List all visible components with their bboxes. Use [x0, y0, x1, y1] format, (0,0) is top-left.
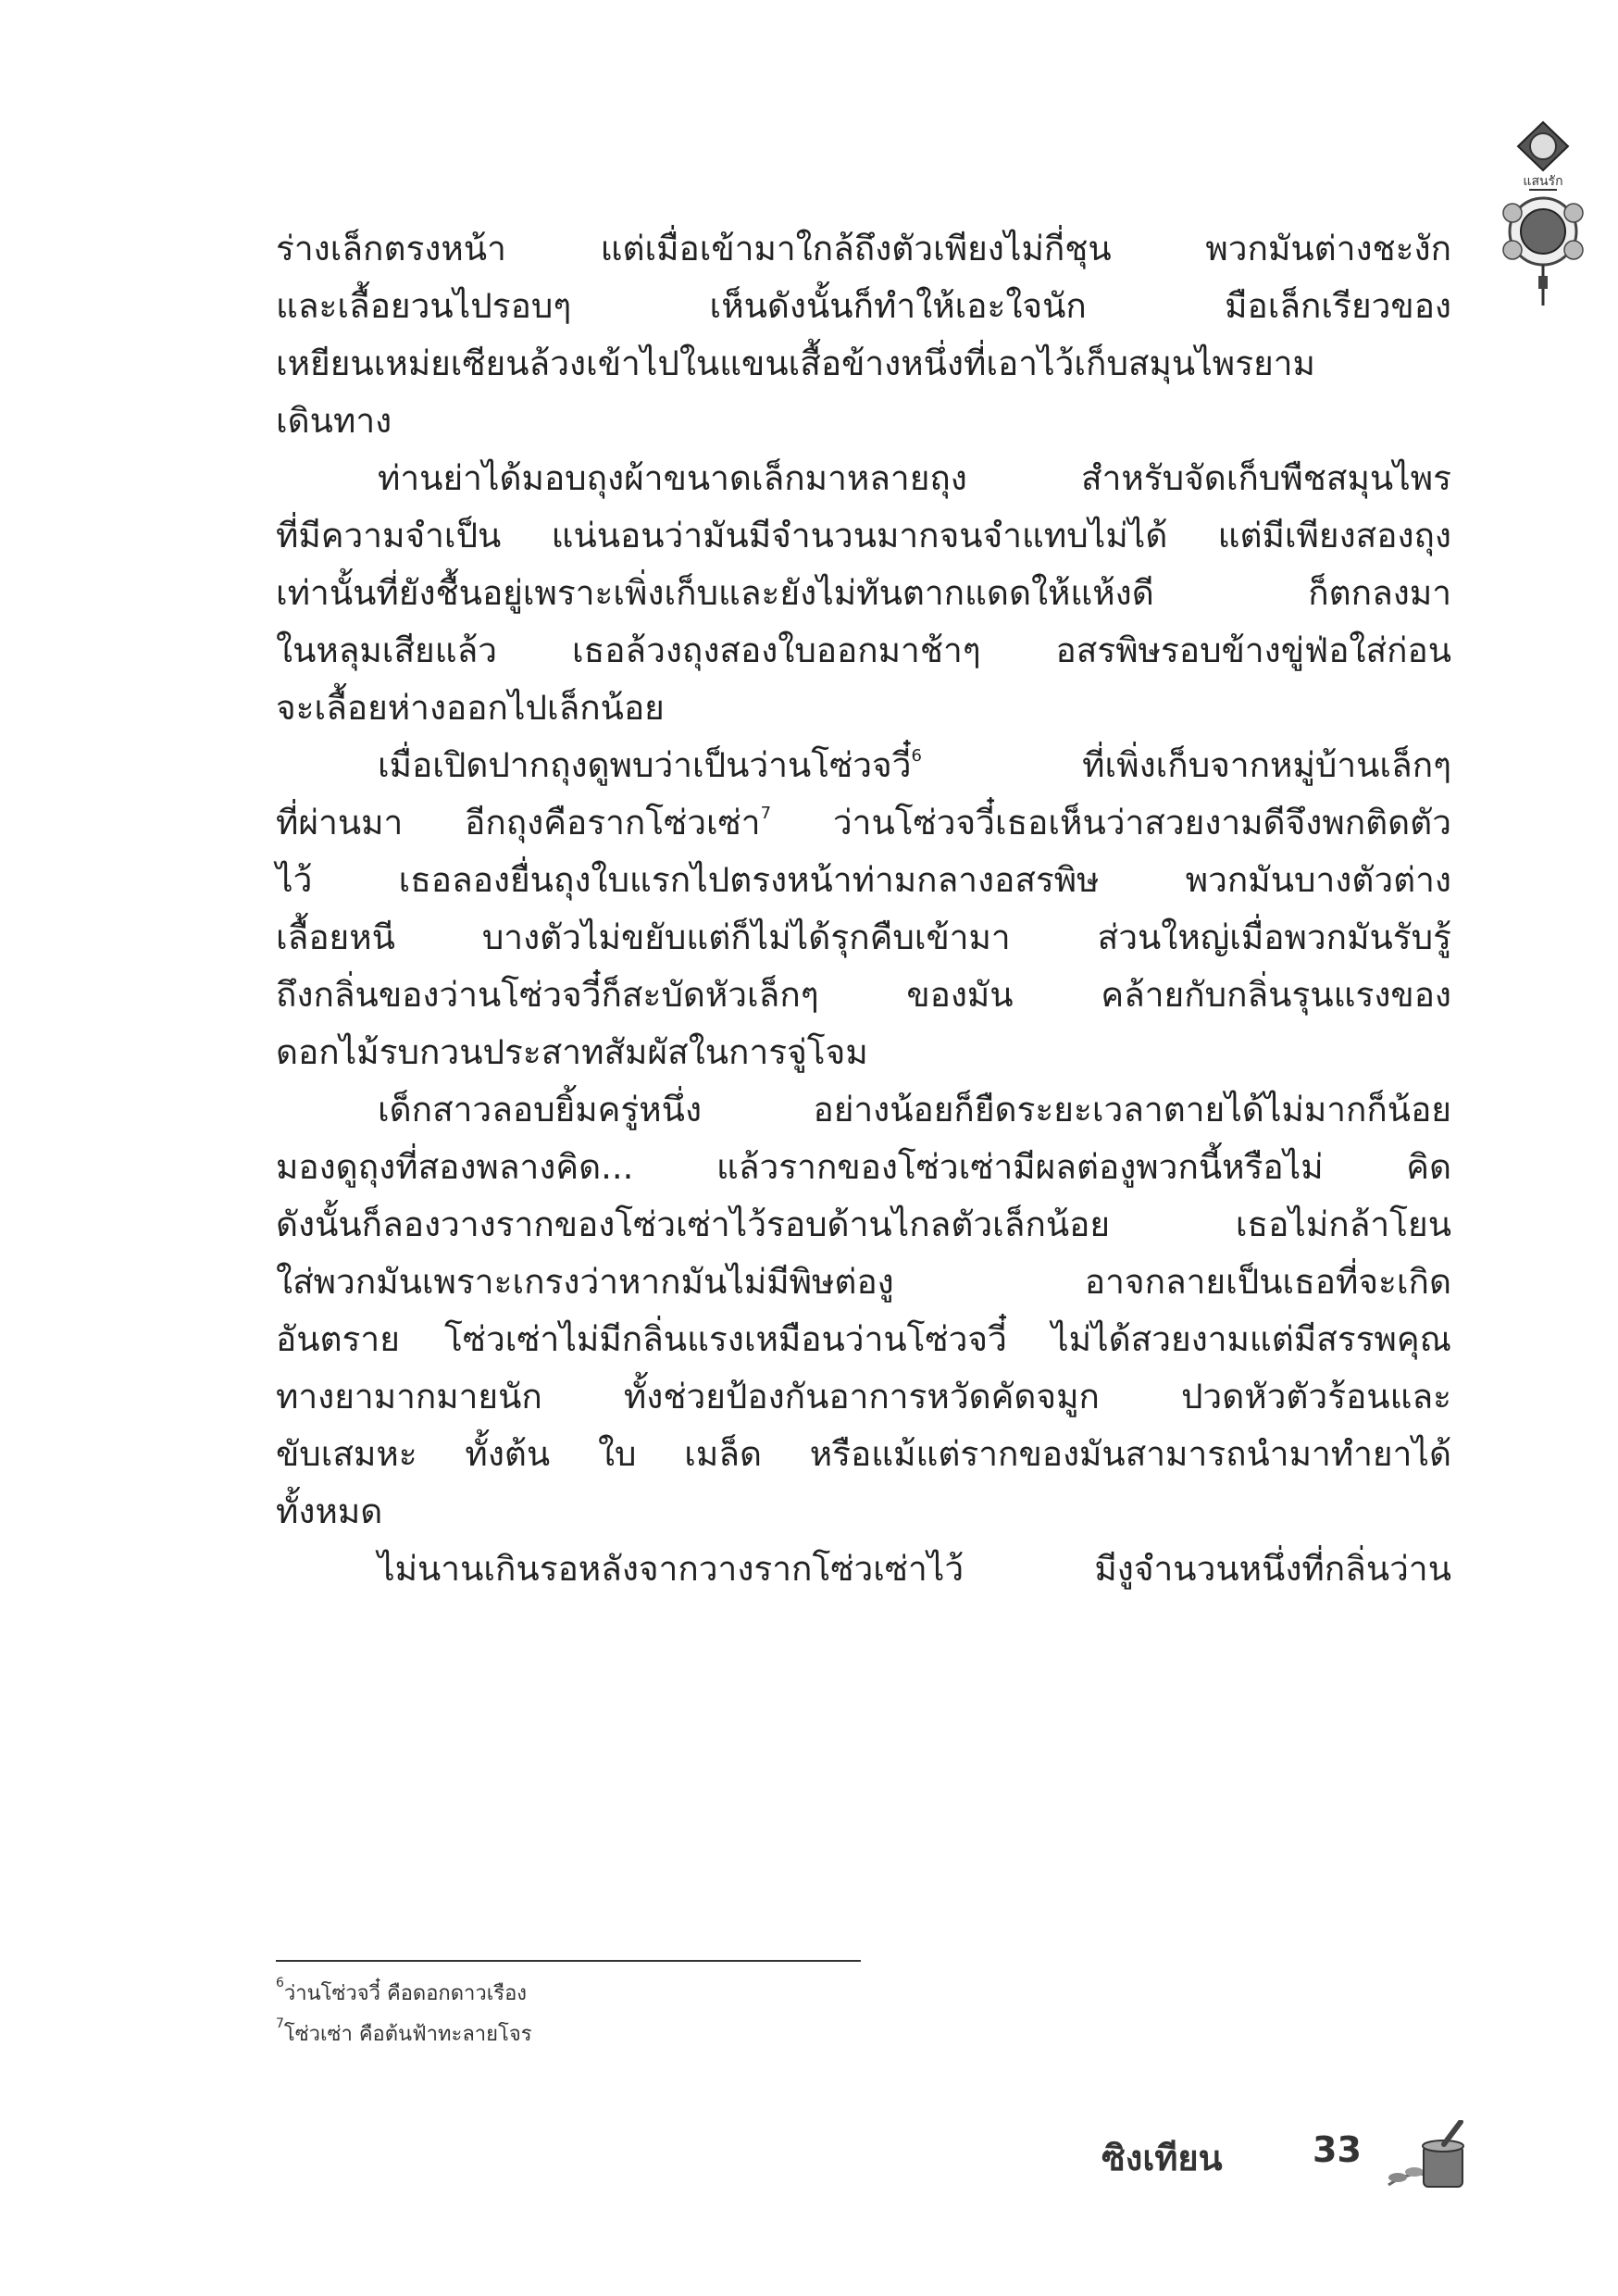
book-title: ซิงเทียน: [1101, 2138, 1223, 2178]
body-text-fragment: ว่านโซ่วจวี๋เธอเห็นว่าสวยงามดีจึงพกติดตัว: [832, 803, 1451, 842]
page-footer: [1101, 2120, 1490, 2194]
body-text-fragment: ที่ผ่านมา อีกถุงคือรากโซ่วเซ่า: [276, 803, 761, 842]
footnote-number: 6: [276, 1975, 284, 1990]
body-line: ดังนั้นก็ลองวางรากของโซ่วเซ่าไว้รอบด้านไกลตัวเล็กน้อย เธอไม่กล้าโยน: [276, 1204, 1451, 1244]
body-text-fragment: เมื่อเปิดปากถุงดูพบว่าเป็นว่านโซ่วจวี๋: [378, 745, 912, 785]
body-line: อันตราย โซ่วเซ่าไม่มีกลิ่นแรงเหมือนว่านโซ่วจวี๋ ไม่ได้สวยงามแต่มีสรรพคุณ: [276, 1319, 1451, 1359]
body-line: จะเลื้อยห่างออกไปเล็กน้อย: [276, 688, 665, 728]
body-line: เท่านั้นที่ยังชื้นอยู่เพราะเพิ่งเก็บและยังไม่ทันตากแดดให้แห้งดี ก็ตกลงมา: [276, 573, 1451, 613]
body-line: มองดูถุงที่สองพลางคิด... แล้วรากของโซ่วเซ่ามีผลต่องูพวกนี้หรือไม่ คิด: [276, 1147, 1451, 1187]
page-number: 33: [1313, 2129, 1362, 2170]
body-line: เดินทาง: [276, 401, 392, 441]
body-line: เลื้อยหนี บางตัวไม่ขยับแต่ก็ไม่ได้รุกคืบเข้ามา ส่วนใหญ่เมื่อพวกมันรับรู้: [276, 917, 1451, 957]
body-line-with-footnote: [276, 794, 1451, 852]
body-line: เหยียนเหม่ยเซียนล้วงเข้าไปในแขนเสื้อข้างหนึ่งที่เอาไว้เก็บสมุนไพรยาม: [276, 343, 1315, 383]
footnote-7: [276, 2017, 1201, 2058]
body-line: ไว้ เธอลองยื่นถุงใบแรกไปตรงหน้าท่ามกลางอสรพิษ พวกมันบางตัวต่าง: [276, 860, 1451, 900]
footnote-number: 7: [276, 2015, 284, 2031]
body-line: ขับเสมหะ ทั้งต้น ใบ เมล็ด หรือแม้แต่รากของมันสามารถนำมาทำยาได้: [276, 1434, 1451, 1474]
footnotes: [276, 1977, 1201, 2058]
body-line: และเลื้อยวนไปรอบๆ เห็นดังนั้นก็ทำให้เอะใจนัก มือเล็กเรียวของ: [276, 286, 1451, 326]
body-line: ใส่พวกมันเพราะเกรงว่าหากมันไม่มีพิษต่องู อาจกลายเป็นเธอที่จะเกิด: [276, 1262, 1451, 1302]
footnote-text: ว่านโซ่วจวี๋ คือดอกดาวเรือง: [283, 1982, 528, 2005]
body-line: ท่านย่าได้มอบถุงผ้าขนาดเล็กมาหลายถุง สำหรับจัดเก็บพืชสมุนไพร: [378, 458, 1451, 498]
body-line: ทางยามากมายนัก ทั้งช่วยป้องกันอาการหวัดคัดจมูก ปวดหัวตัวร้อนและ: [276, 1377, 1451, 1416]
footnote-mark-6: 6: [911, 745, 922, 766]
footnote-6: [276, 1977, 1201, 2017]
footnote-mark-7: 7: [760, 803, 772, 823]
footnote-text: โซ่วเซ่า คือต้นฟ้าทะลายโจร: [283, 2023, 532, 2046]
body-line: ในหลุมเสียแล้ว เธอล้วงถุงสองใบออกมาช้าๆ อสรพิษรอบข้างขู่ฟ่อใส่ก่อน: [276, 630, 1451, 670]
body-line: ที่มีความจำเป็น แน่นอนว่ามันมีจำนวนมากจนจำแทบไม่ได้ แต่มีเพียงสองถุง: [276, 516, 1451, 555]
footnote-divider: [276, 1960, 861, 1962]
body-line-with-footnote: [276, 737, 1451, 794]
body-text-fragment: ที่เพิ่งเก็บจากหมู่บ้านเล็กๆ: [1082, 745, 1451, 785]
body-line: ถึงกลิ่นของว่านโซ่วจวี๋ก็สะบัดหัวเล็กๆ ของมัน คล้ายกับกลิ่นรุนแรงของ: [276, 975, 1451, 1015]
body-line: ไม่นานเกินรอหลังจากวางรากโซ่วเซ่าไว้ มีงูจำนวนหนึ่งที่กลิ่นว่าน: [378, 1549, 1451, 1589]
ornament-emblem-icon: [1492, 120, 1594, 333]
body-line: ทั้งหมด: [276, 1491, 383, 1531]
body-line: เด็กสาวลอบยิ้มครู่หนึ่ง อย่างน้อยก็ยืดระยะเวลาตายได้ไม่มากก็น้อย: [378, 1090, 1451, 1129]
emblem-label: แสนรัก: [1523, 174, 1563, 189]
body-line: ร่างเล็กตรงหน้า แต่เมื่อเข้ามาใกล้ถึงตัวเพียงไม่กี่ชุน พวกมันต่างชะงัก: [276, 229, 1451, 268]
body-line: ดอกไม้รบกวนประสาทสัมผัสในการจู่โจม: [276, 1032, 868, 1072]
mortar-pestle-icon: [1379, 2120, 1481, 2194]
body-text: [276, 220, 1451, 1598]
